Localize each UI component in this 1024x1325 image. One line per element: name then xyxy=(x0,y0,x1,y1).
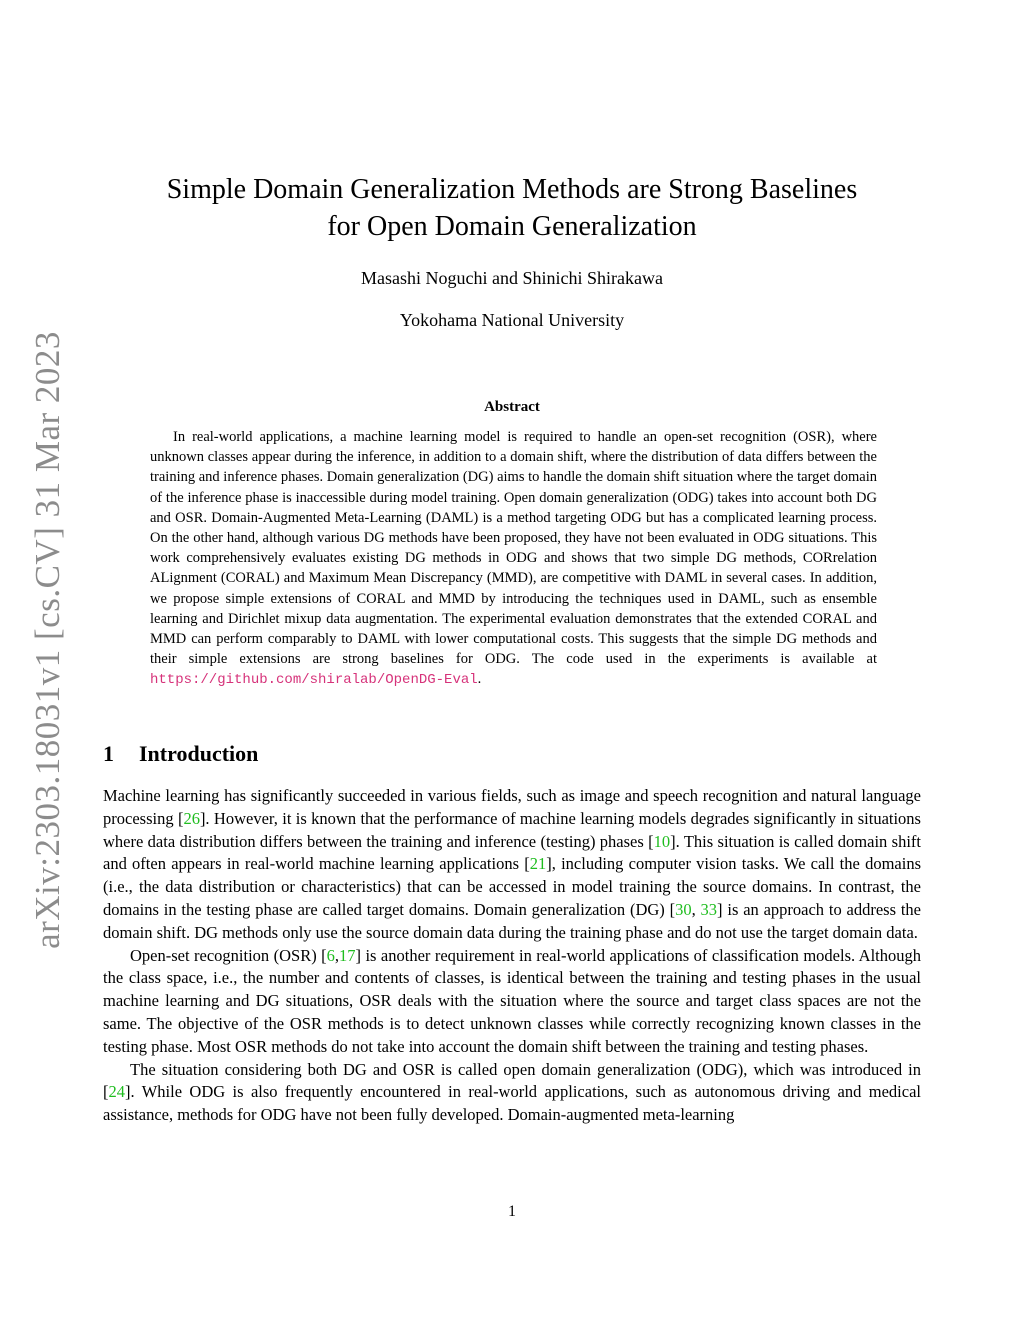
text-run: The situation considering both DG and OSR is called open domain generalization (ODG), which was introduced in [ xyxy=(103,1059,921,1102)
affiliation: Yokohama National University xyxy=(399,310,625,330)
citation-link[interactable]: 24 xyxy=(108,1082,125,1102)
citation-link[interactable]: 21 xyxy=(529,854,547,874)
arxiv-identifier-stamp: arXiv:2303.18031v1 [cs.CV] 31 Mar 2023 xyxy=(28,331,67,949)
text-run: ]. However, it is known that the performance of machine learning models degrades significantly in situations where data distribution differs between the training and inference (testing) phases [ xyxy=(103,808,921,851)
paper-title xyxy=(103,171,921,245)
section-title: Introduction xyxy=(139,741,259,766)
text-run: , xyxy=(691,899,701,919)
citation-link[interactable]: 6 xyxy=(326,945,335,965)
citation-link[interactable]: 10 xyxy=(653,831,671,851)
abstract-heading: Abstract xyxy=(484,399,540,415)
abstract-body-text: In real-world applications, a machine learning model is required to handle an open-set recognition (OSR), where unknown classes appear during the inference, in addition to a domain shift, where the distribution of data differs between the training and inference phases. Domain generalization (DG) aims to handle the domain shift situation where the target domain of the inference phase is inaccessible during model training. Open domain generalization (ODG) takes into account both DG and OSR. Domain-Augmented Meta-Learning (DAML) is a method targeting ODG but has a complicated learning process. On the other hand, although various DG methods have been proposed, they have not been evaluated in ODG situations. This work comprehensively evaluates existing DG methods in ODG and shows that two simple DG methods, CORrelation ALignment (CORAL) and Maximum Mean Discrepancy (MMD), are competitive with DAML in several cases. In addition, we propose simple extensions of CORAL and MMD by introducing the techniques used in DAML, such as ensemble learning and Dirichlet mixup data augmentation. The experimental evaluation demonstrates that the extended CORAL and MMD can perform comparably to DAML with lower computational costs. This suggests that the simple DG methods and their simple extensions are strong baselines for ODG. The code used in the experiments is available at xyxy=(150,429,877,668)
section-number: 1 xyxy=(103,741,114,766)
text-run: ] is an approach to address the domain shift. DG methods only use the source domain data during the training phase and do not use the target domain data. xyxy=(103,899,921,942)
title-line-1: Simple Domain Generalization Methods are Strong Baselines xyxy=(166,174,858,205)
text-run: Machine learning has significantly succeeded in various fields, such as image and speech recognition and natural language processing [ xyxy=(103,786,921,828)
author-list: Masashi Noguchi and Shinichi Shirakawa xyxy=(361,268,663,288)
text-run: ]. While ODG is also frequently encountered in real-world applications, such as autonomous driving and medical assistance, methods for ODG have not been fully developed. Domain-augmented meta-learning xyxy=(103,1082,921,1125)
citation-link[interactable]: 33 xyxy=(700,899,718,919)
section-heading-introduction xyxy=(103,740,258,768)
citation-link[interactable]: 30 xyxy=(675,899,692,919)
abstract-text xyxy=(150,427,877,691)
introduction-body xyxy=(103,785,921,1127)
text-run: ] is another requirement in real-world applications of classification models. Although the class space, i.e., the number and contents of classes, is identical between the training and testing phases in the usual machine learning and DG situations, OSR deals with the situation where the source and target class spaces are not the same. The objective of the OSR methods is to detect unknown classes while correctly recognizing known classes in the testing phase. Most OSR methods do not take into account the domain shift between the training and testing phases. xyxy=(103,945,921,1056)
page-number: 1 xyxy=(508,1203,516,1220)
text-run: Open-set recognition (OSR) [ xyxy=(130,945,327,965)
text-run: ]. This situation is called domain shift and often appears in real-world machine learning applications [ xyxy=(103,831,921,874)
text-run: ], including computer vision tasks. We call the domains (i.e., the data distribution or characteristics) that can be accessed in model training the source domains. In contrast, the domains in the testing phase are called target domains. Domain generalization (DG) [ xyxy=(103,854,921,919)
citation-link[interactable]: 26 xyxy=(183,808,200,828)
intro-paragraph-2 xyxy=(103,945,921,1059)
citation-link[interactable]: 17 xyxy=(339,945,356,965)
title-line-2: for Open Domain Generalization xyxy=(327,211,697,242)
intro-paragraph-1 xyxy=(103,785,921,945)
intro-paragraph-3 xyxy=(103,1059,921,1127)
abstract-end-period: . xyxy=(477,671,482,688)
text-run: , xyxy=(334,945,340,965)
code-repository-link[interactable]: https://github.com/shiralab/OpenDG-Eval xyxy=(150,672,478,689)
